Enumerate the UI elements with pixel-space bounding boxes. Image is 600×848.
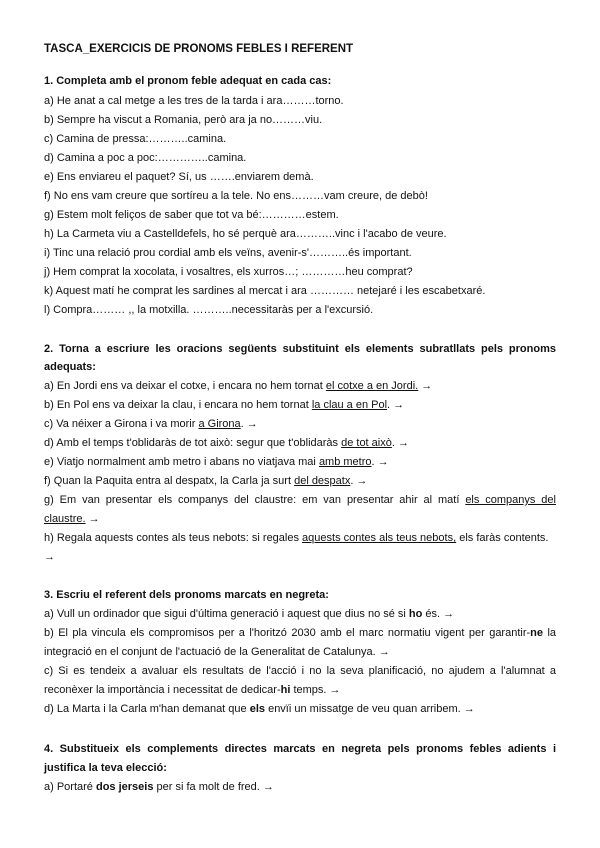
s3-item-c-line1: c) Si es tendeix a avaluar els resultats de l'acció i no la seva planificació, no ajudem a l'alumnat a (44, 665, 556, 677)
s2-f-underlined: del despatx (294, 475, 351, 487)
s2-item-c: c) Va néixer a Girona i va morir a Girona. → (44, 418, 258, 430)
arrow-icon: → (421, 380, 433, 392)
s2-g-underlined: els companys del (465, 494, 556, 506)
s1-item-e: e) Ens enviareu el paquet? Sí, us …….enviarem demà. (44, 171, 314, 183)
section-3-heading: 3. Escriu el referent dels pronoms marcats en negreta: (44, 589, 329, 601)
s1-item-g: g) Estem molt feliços de saber que tot va bé:…………estem. (44, 209, 339, 221)
s1-item-h: h) La Carmeta viu a Castelldefels, ho sé perquè ara………..vinc i l'acabo de veure. (44, 228, 447, 240)
arrow-icon: → (393, 399, 405, 411)
s4-item-a: a) Portaré dos jerseis per si fa molt de fred. → (44, 781, 274, 793)
s1-item-i: i) Tinc una relació prou cordial amb els veïns, avenir-s'………..és important. (44, 247, 412, 259)
s1-item-a: a) He anat a cal metge a les tres de la tarda i ara………torno. (44, 95, 344, 107)
s1-item-f: f) No ens vam creure que sortíreu a la tele. No ens………vam creure, de debò! (44, 190, 428, 202)
arrow-icon: → (463, 703, 475, 715)
arrow-icon: → (443, 608, 455, 620)
s2-item-f: f) Quan la Paquita entra al despatx, la Carla ja surt del despatx. → (44, 475, 368, 487)
document-title: TASCA_EXERCICIS DE PRONOMS FEBLES I REFERENT (44, 43, 354, 55)
arrow-icon: → (397, 437, 409, 449)
s2-item-b: b) En Pol ens va deixar la clau, i encara no hem tornat la clau a en Pol. → (44, 399, 405, 411)
section-4-heading-line1: 4. Substitueix els complements directes marcats en negreta pels pronoms febles adients i (44, 743, 556, 755)
section-4-heading-line2: justifica la teva elecció: (44, 762, 167, 774)
s2-item-g-line1: g) Em van presentar els companys del claustre: em van presentar ahir al matí els companys del (44, 494, 556, 506)
s2-item-h-line2 (44, 550, 556, 564)
s2-item-h-line1: h) Regala aquests contes als teus nebots: si regales aquests contes als teus nebots, els faràs contents. (44, 532, 549, 544)
s2-item-a: a) En Jordi ens va deixar el cotxe, i encara no hem tornat el cotxe a en Jordi. → (44, 380, 433, 392)
s1-item-j: j) Hem comprat la xocolata, i vosaltres, els xurros…; …………heu comprat? (44, 266, 413, 278)
arrow-icon: → (377, 456, 389, 468)
s2-b-underlined: la clau a en Pol (311, 399, 388, 411)
s3-c-bold: hi (280, 684, 291, 696)
section-1-heading: 1. Completa amb el pronom feble adequat en cada cas: (44, 75, 332, 87)
s1-item-d: d) Camina a poc a poc:…………..camina. (44, 152, 247, 164)
s2-a-underlined: el cotxe a en Jordi. (325, 380, 419, 392)
s2-item-g-line2 (44, 512, 556, 526)
s3-item-b-line1: b) El pla vincula els compromisos per a l'horitzó 2030 amb el marc normatiu vigent per garantir-ne la (44, 627, 556, 639)
s3-b-bold: ne (530, 627, 544, 639)
s2-item-d: d) Amb el temps t'oblidaràs de tot això: segur que t'oblidaràs de tot això. → (44, 437, 409, 449)
s1-item-b: b) Sempre ha viscut a Romania, però ara ja no………viu. (44, 114, 323, 126)
s3-item-b-line2: integració en el conjunt de l'actuació de la Generalitat de Catalunya. → (44, 646, 390, 658)
s2-h-underlined: aquests contes als teus nebots, (302, 532, 457, 544)
arrow-icon: → (329, 684, 341, 696)
s2-e-underlined: amb metro (318, 456, 372, 468)
arrow-icon: → (44, 551, 55, 563)
s4-a-bold: dos jerseis (95, 781, 154, 793)
s1-item-l: l) Compra……… ,, la motxilla. ………..necessitaràs per a l'excursió. (44, 304, 374, 316)
arrow-icon: → (356, 475, 368, 487)
arrow-icon: → (246, 418, 258, 430)
s2-c-underlined: a Girona (198, 418, 241, 430)
s2-d-underlined: de tot això (341, 437, 392, 449)
s3-item-d: d) La Marta i la Carla m'han demanat que els envïi un missatge de veu quan arribem. → (44, 703, 475, 715)
s3-item-a: a) Vull un ordinador que sigui d'última generació i aquest que dius no sé si ho és. → (44, 608, 455, 620)
s3-d-bold: els (249, 703, 266, 715)
s2-item-e: e) Viatjo normalment amb metro i abans no viatjava mai amb metro. → (44, 456, 389, 468)
s2-g-underlined-cont: claustre. (44, 513, 86, 525)
s1-item-c: c) Camina de pressa:………..camina. (44, 133, 227, 145)
arrow-icon: → (262, 781, 274, 793)
s3-a-bold: ho (408, 608, 423, 620)
s1-item-k: k) Aquest matí he comprat les sardines al mercat i ara ………… netejaré i les escabetxaré. (44, 285, 486, 297)
section-2-heading-line1: 2. Torna a escriure les oracions següents substituint els elements subratllats pels pronoms (44, 343, 556, 355)
s3-item-c-line2: reconèxer la importància i necessitat de dedicar-hi temps. → (44, 684, 341, 696)
section-2-heading-line2: adequats: (44, 361, 96, 373)
arrow-icon: → (88, 513, 100, 525)
arrow-icon: → (378, 646, 390, 658)
